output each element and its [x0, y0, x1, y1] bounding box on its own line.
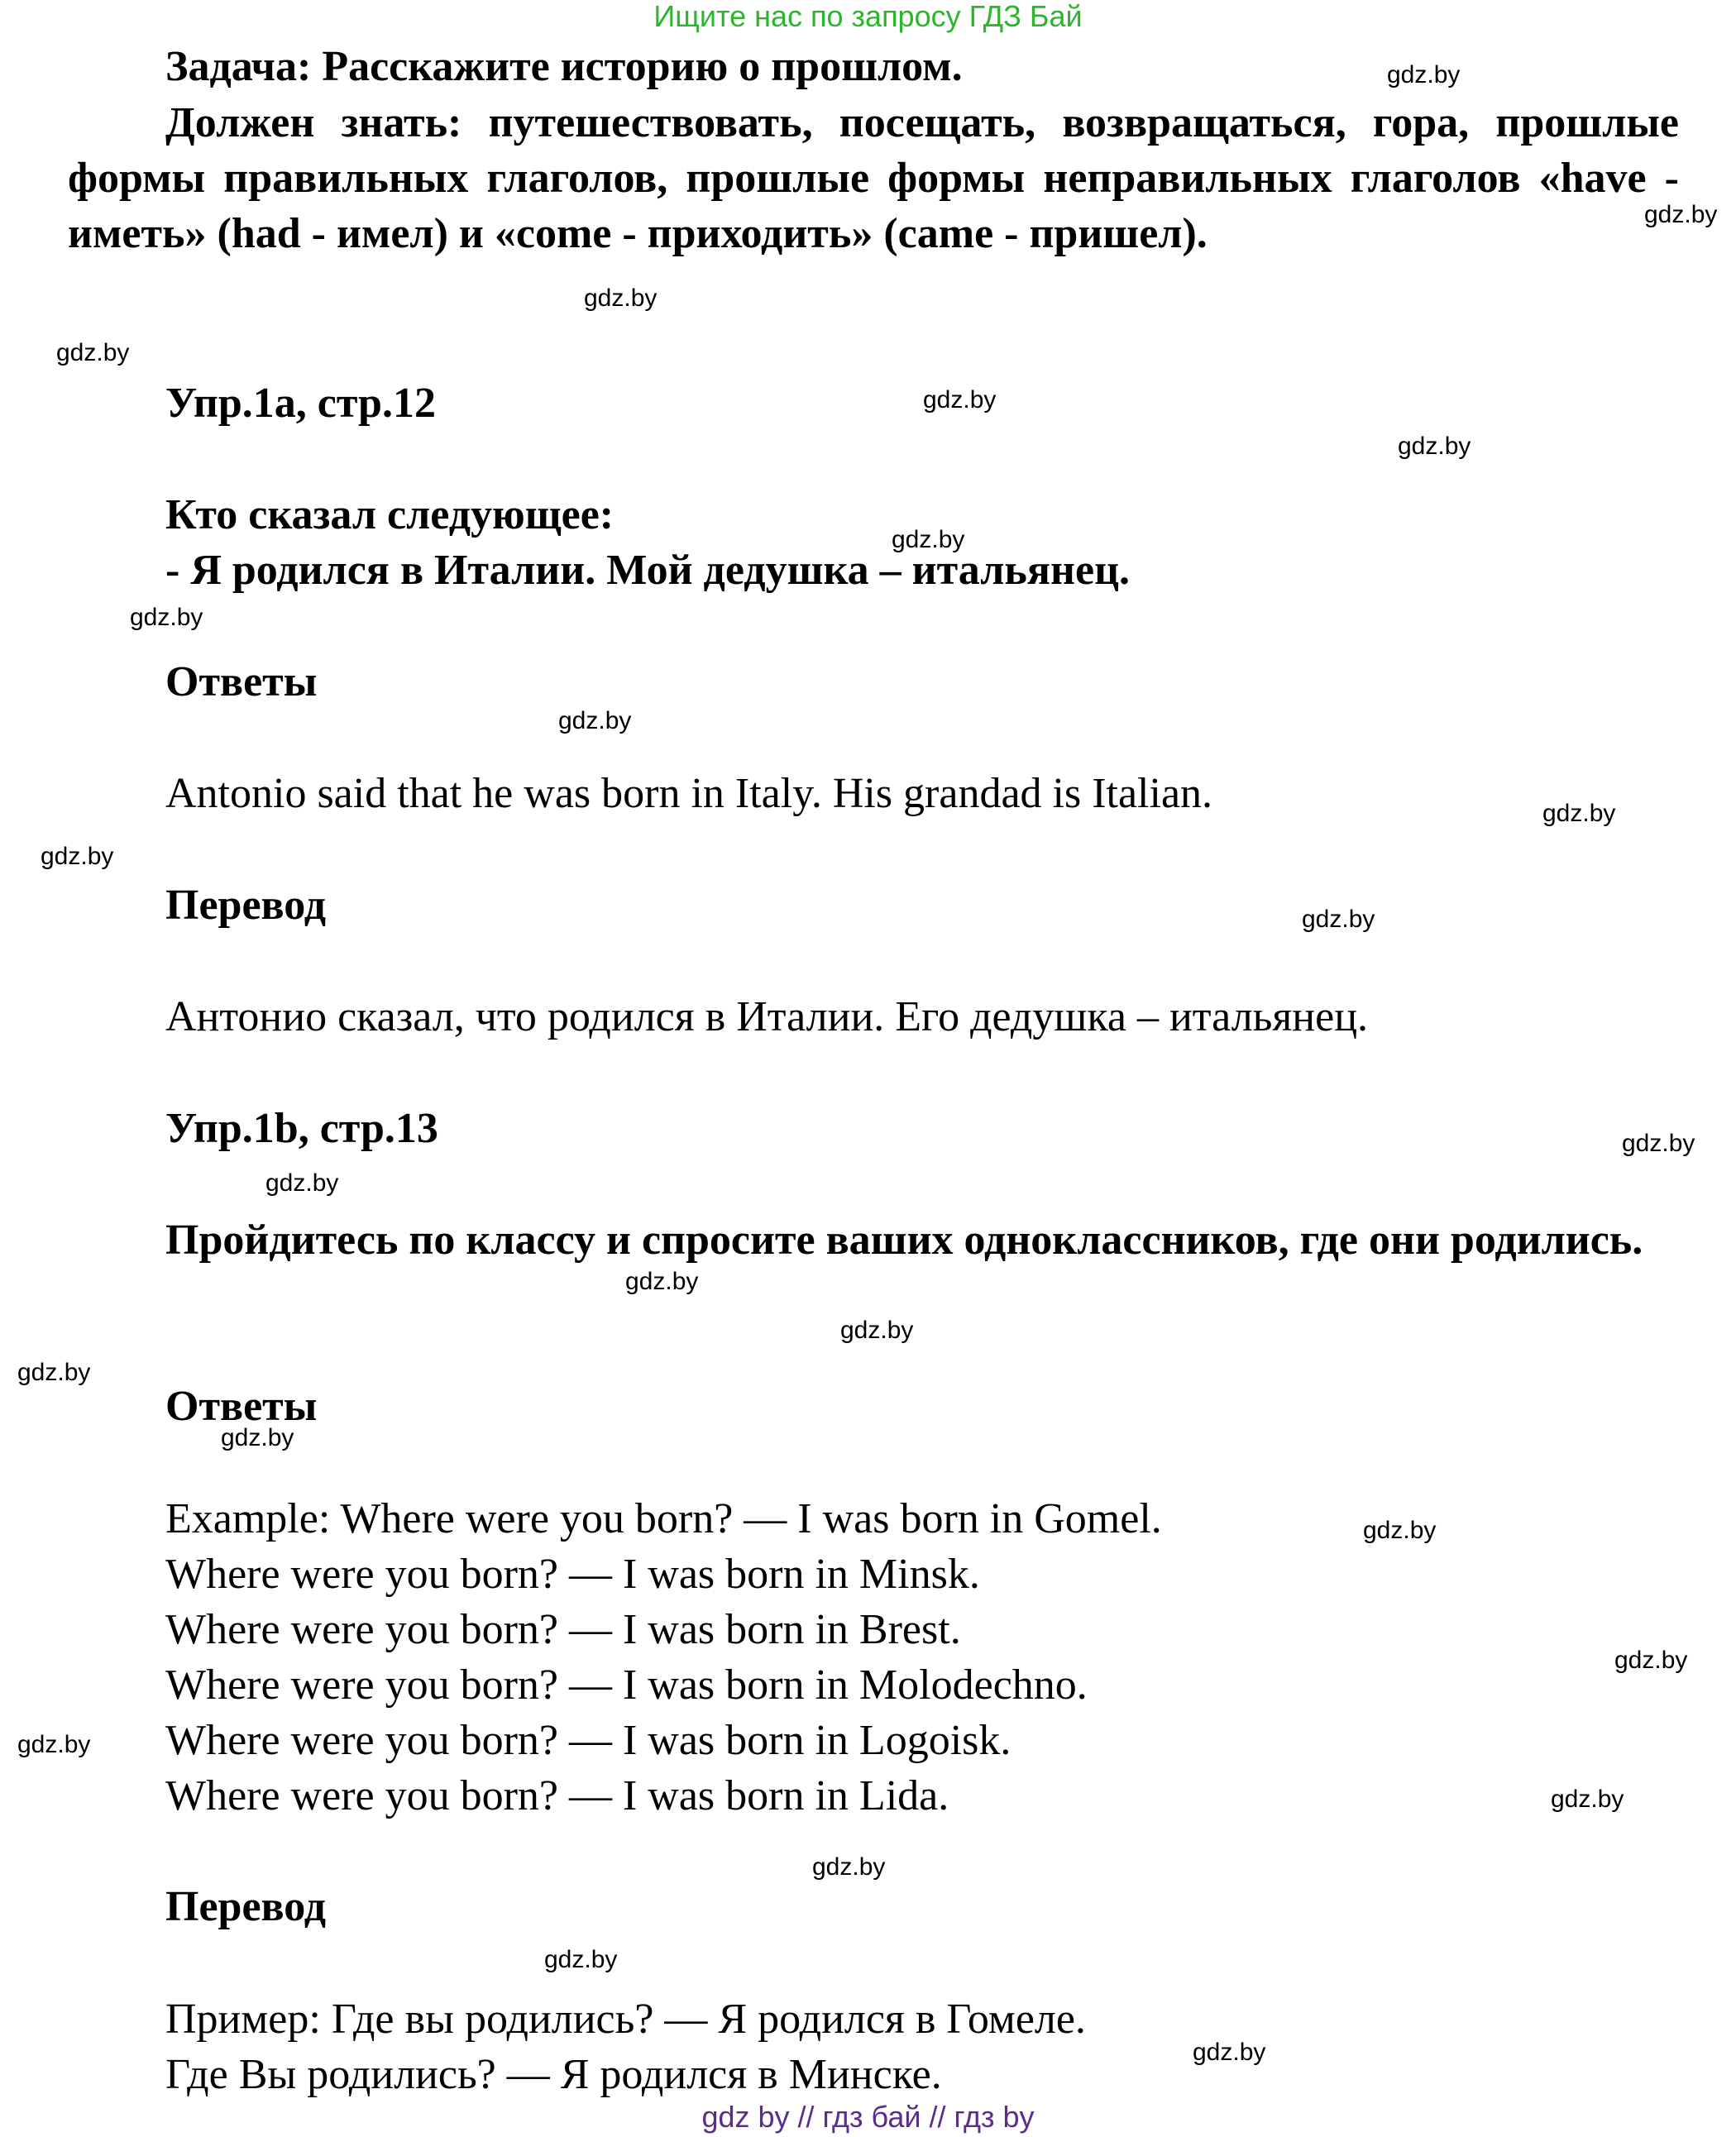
watermark: gdz.by: [892, 526, 965, 553]
footer-links[interactable]: gdz by // гдз бай // гдз by: [701, 2100, 1035, 2134]
answer-line: Example: Where were you born? — I was born in Gomel.: [165, 1495, 1162, 1542]
translation-line: Где Вы родились? — Я родился в Минске.: [165, 2051, 942, 2098]
translation-line: Пример: Где вы родились? — Я родился в Гомеле.: [165, 1996, 1086, 2043]
watermark: gdz.by: [812, 1853, 886, 1881]
watermark: gdz.by: [584, 284, 658, 312]
watermark: gdz.by: [265, 1169, 339, 1197]
ex1b-answers-label: Ответы: [165, 1383, 318, 1430]
watermark: gdz.by: [17, 1731, 91, 1758]
ex1a-question: Кто сказал следующее:: [165, 491, 615, 538]
watermark: gdz.by: [840, 1317, 914, 1344]
answer-line: Where were you born? — I was born in Brest.: [165, 1606, 961, 1653]
top-banner[interactable]: Ищите нас по запросу ГДЗ Бай: [653, 0, 1083, 33]
ex1a-heading: Упр.1a, стр.12: [165, 380, 436, 427]
ex1a-quote: - Я родился в Италии. Мой дедушка – итальянец.: [165, 547, 1131, 594]
watermark: gdz.by: [1644, 201, 1718, 228]
ex1a-translation-label: Перевод: [165, 882, 327, 929]
watermark: gdz.by: [130, 604, 203, 631]
watermark: gdz.by: [1302, 906, 1375, 933]
watermark: gdz.by: [221, 1424, 294, 1451]
watermark: gdz.by: [1542, 800, 1616, 827]
watermark: gdz.by: [17, 1359, 91, 1386]
watermark: gdz.by: [625, 1268, 699, 1295]
ex1b-heading: Упр.1b, стр.13: [165, 1105, 438, 1152]
watermark: gdz.by: [41, 843, 114, 870]
watermark: gdz.by: [1622, 1130, 1695, 1157]
answer-line: Where were you born? — I was born in Minsk.: [165, 1551, 980, 1598]
watermark: gdz.by: [1398, 433, 1471, 460]
ex1b-translations-list: [165, 1991, 1086, 2102]
ex1b-translation-label: Перевод: [165, 1883, 327, 1930]
watermark: gdz.by: [558, 707, 632, 734]
watermark: gdz.by: [1387, 61, 1461, 88]
answer-line: Where were you born? — I was born in Molodechno.: [165, 1661, 1088, 1709]
watermark: gdz.by: [544, 1946, 618, 1973]
watermark: gdz.by: [1363, 1517, 1437, 1544]
task-title: Задача: Расскажите историю о прошлом.: [165, 43, 963, 90]
watermark: gdz.by: [56, 339, 130, 366]
answer-line: Where were you born? — I was born in Logoisk.: [165, 1717, 1011, 1764]
ex1b-task: Пройдитесь по классу и спросите ваших одноклассников, где они родились.: [165, 1217, 1643, 1264]
watermark: gdz.by: [1551, 1786, 1624, 1813]
ex1a-translation: Антонио сказал, что родился в Италии. Его дедушка – итальянец.: [165, 993, 1369, 1040]
watermark: gdz.by: [923, 386, 997, 414]
ex1a-answer: Antonio said that he was born in Italy. His grandad is Italian.: [165, 770, 1213, 817]
ex1a-answers-label: Ответы: [165, 658, 318, 705]
watermark: gdz.by: [1614, 1647, 1688, 1674]
ex1b-answers-list: [165, 1491, 1162, 1824]
answer-line: Where were you born? — I was born in Lida.: [165, 1772, 949, 1819]
must-know-text: Должен знать: путешествовать, посещать, возвращаться, гора, прошлые формы правильных глаголов, прошлые формы неправильных глаголов «have - иметь» (had - имел) и «come - приходить» (came - пришел).: [68, 99, 1679, 257]
watermark: gdz.by: [1193, 2039, 1266, 2066]
